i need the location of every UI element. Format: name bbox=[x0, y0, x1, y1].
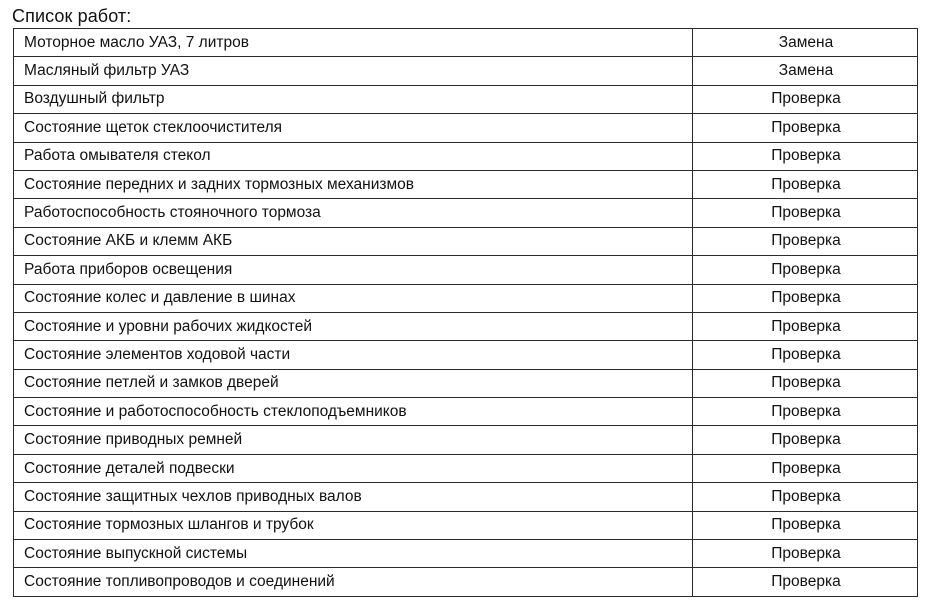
work-action-cell: Проверка bbox=[693, 312, 918, 340]
table-row bbox=[14, 142, 918, 170]
table-row bbox=[14, 114, 918, 142]
work-name-cell: Состояние и работоспособность стеклоподъемников bbox=[14, 398, 693, 426]
table-row bbox=[14, 426, 918, 454]
work-action-cell: Замена bbox=[693, 57, 918, 85]
work-action-cell: Проверка bbox=[693, 199, 918, 227]
work-list-table bbox=[13, 28, 918, 597]
page-title: Список работ: bbox=[12, 6, 132, 26]
table-row bbox=[14, 170, 918, 198]
work-name-cell: Состояние щеток стеклоочистителя bbox=[14, 114, 693, 142]
table-row bbox=[14, 312, 918, 340]
table-row bbox=[14, 227, 918, 255]
work-action-cell: Проверка bbox=[693, 540, 918, 568]
table-row bbox=[14, 540, 918, 568]
work-name-cell: Воздушный фильтр bbox=[14, 85, 693, 113]
work-action-cell: Проверка bbox=[693, 568, 918, 596]
table-row bbox=[14, 369, 918, 397]
table-row bbox=[14, 199, 918, 227]
work-name-cell: Работа приборов освещения bbox=[14, 256, 693, 284]
work-action-cell: Проверка bbox=[693, 85, 918, 113]
work-action-cell: Проверка bbox=[693, 227, 918, 255]
work-name-cell: Состояние деталей подвески bbox=[14, 454, 693, 482]
work-name-cell: Моторное масло УАЗ, 7 литров bbox=[14, 29, 693, 57]
work-name-cell: Масляный фильтр УАЗ bbox=[14, 57, 693, 85]
work-name-cell: Состояние приводных ремней bbox=[14, 426, 693, 454]
work-action-cell: Проверка bbox=[693, 142, 918, 170]
work-name-cell: Состояние тормозных шлангов и трубок bbox=[14, 511, 693, 539]
work-action-cell: Проверка bbox=[693, 398, 918, 426]
work-action-cell: Проверка bbox=[693, 483, 918, 511]
work-action-cell: Проверка bbox=[693, 284, 918, 312]
work-name-cell: Состояние защитных чехлов приводных валов bbox=[14, 483, 693, 511]
work-name-cell: Работа омывателя стекол bbox=[14, 142, 693, 170]
work-name-cell: Состояние АКБ и клемм АКБ bbox=[14, 227, 693, 255]
work-name-cell: Состояние петлей и замков дверей bbox=[14, 369, 693, 397]
work-action-cell: Проверка bbox=[693, 170, 918, 198]
table-row bbox=[14, 398, 918, 426]
work-action-cell: Замена bbox=[693, 29, 918, 57]
table-row bbox=[14, 341, 918, 369]
work-action-cell: Проверка bbox=[693, 511, 918, 539]
table-row bbox=[14, 85, 918, 113]
work-action-cell: Проверка bbox=[693, 341, 918, 369]
work-name-cell: Работоспособность стояночного тормоза bbox=[14, 199, 693, 227]
work-name-cell: Состояние и уровни рабочих жидкостей bbox=[14, 312, 693, 340]
work-list-body bbox=[14, 29, 918, 597]
table-row bbox=[14, 454, 918, 482]
work-name-cell: Состояние колес и давление в шинах bbox=[14, 284, 693, 312]
table-row bbox=[14, 483, 918, 511]
table-row bbox=[14, 568, 918, 596]
work-action-cell: Проверка bbox=[693, 256, 918, 284]
work-name-cell: Состояние топливопроводов и соединений bbox=[14, 568, 693, 596]
work-name-cell: Состояние передних и задних тормозных механизмов bbox=[14, 170, 693, 198]
work-action-cell: Проверка bbox=[693, 369, 918, 397]
work-name-cell: Состояние элементов ходовой части bbox=[14, 341, 693, 369]
table-row bbox=[14, 29, 918, 57]
table-row bbox=[14, 256, 918, 284]
work-action-cell: Проверка bbox=[693, 114, 918, 142]
work-action-cell: Проверка bbox=[693, 426, 918, 454]
work-name-cell: Состояние выпускной системы bbox=[14, 540, 693, 568]
work-action-cell: Проверка bbox=[693, 454, 918, 482]
table-row bbox=[14, 57, 918, 85]
table-row bbox=[14, 284, 918, 312]
table-row bbox=[14, 511, 918, 539]
